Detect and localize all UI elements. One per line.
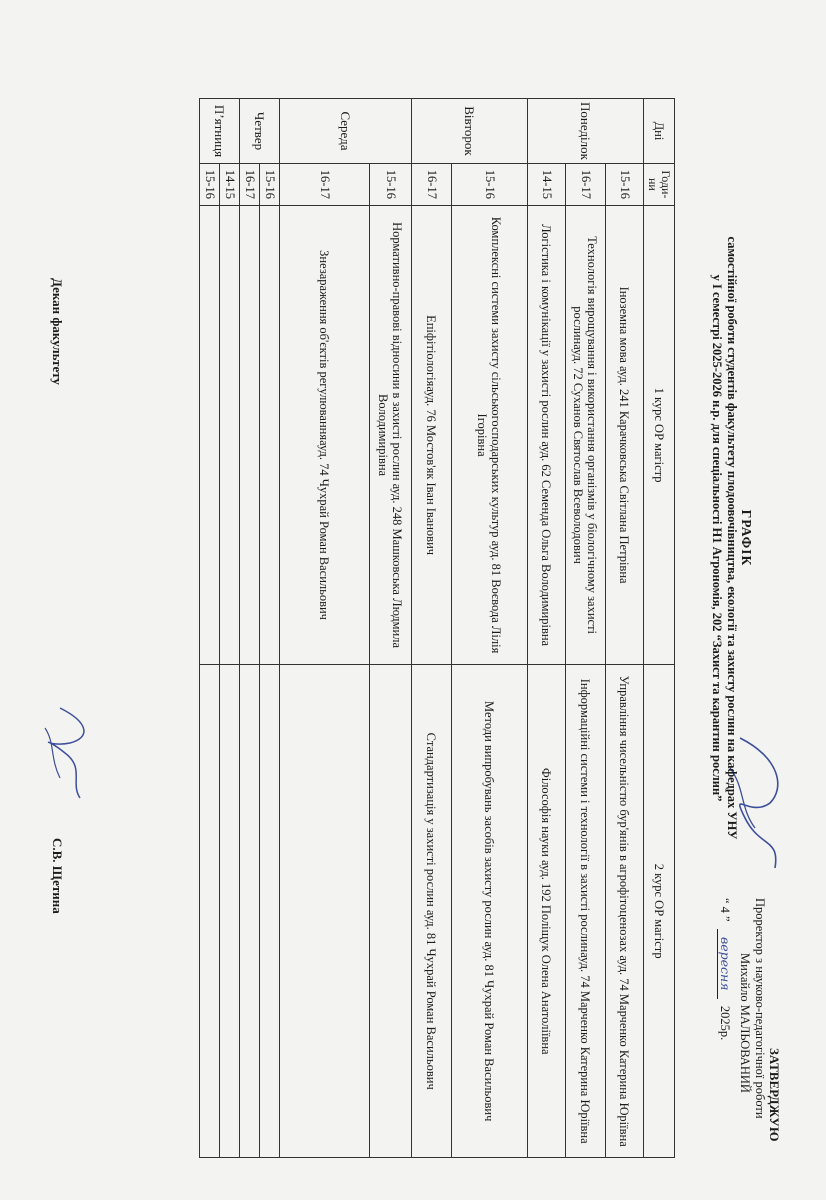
course-cell (260, 205, 280, 665)
time-cell: 14-15 (220, 163, 240, 205)
approval-title: ЗАТВЕРДЖУЮ (767, 1048, 782, 1142)
day-monday: Понеділок (528, 99, 644, 164)
table-row (200, 99, 220, 1158)
table-row (528, 99, 566, 1158)
time-cell: 16-17 (566, 163, 606, 205)
table-row (260, 99, 280, 1158)
header-year2: 2 курс ОР магістр (644, 665, 675, 1158)
approval-date-month: вересня (717, 929, 733, 999)
header-year1: 1 курс ОР магістр (644, 205, 675, 665)
time-cell: 16-17 (412, 163, 452, 205)
course-cell: Інформаційні системи і технології в захисті рослинауд. 74 Марченко Катерина Юріївна (566, 665, 606, 1158)
document-subtitle-2: у І семестрі 2025-2026 н.р. для спеціальності Н1 Агрономія, 202 “Захист та карантин рослин” (710, 274, 724, 802)
schedule-table (199, 98, 675, 1158)
day-wednesday: Середа (280, 99, 412, 164)
course-cell (280, 665, 370, 1158)
document-title: ГРАФІК (739, 509, 754, 567)
course-cell: Логістика і комунікації у захисті рослин ауд. 62 Семенда Ольга Володимирівна (528, 205, 566, 665)
course-cell (240, 205, 260, 665)
course-cell (200, 665, 220, 1158)
course-cell: Нормативно-правові відносини в захисті рослин ауд. 248 Машковська Людмила Володимирівна (370, 205, 412, 665)
approval-position: Проректор з науково-педагогічної роботи (753, 898, 767, 1119)
course-cell: Комплексні системи захисту сільськогосподарських культур ауд. 81 Воєвода Лілія Ігорівна (452, 205, 528, 665)
course-cell (200, 205, 220, 665)
day-thursday: Четвер (240, 99, 280, 164)
approval-name: Михайло МАЛЬОВАНИЙ (738, 953, 752, 1093)
time-cell: 15-16 (260, 163, 280, 205)
time-cell: 16-17 (240, 163, 260, 205)
table-row (566, 99, 606, 1158)
course-cell: Технологія вирощування і використання організмів у біологічному захисті рослинауд. 72 Суханов Святослав Всеволодович (566, 205, 606, 665)
header-days: Дні (644, 99, 675, 164)
approval-date-day: “ 4 ” (718, 898, 732, 922)
course-cell (240, 665, 260, 1158)
time-cell: 15-16 (452, 163, 528, 205)
dean-name: С.В. Щетина (50, 838, 65, 914)
course-cell (220, 665, 240, 1158)
course-cell: Управління чисельністю бур'янів в агрофітоценозах ауд. 74 Марченко Катерина Юріївна (606, 665, 644, 1158)
course-cell: Іноземна мова ауд. 241 Карачковська Світлана Петрівна (606, 205, 644, 665)
time-cell: 14-15 (528, 163, 566, 205)
time-cell: 15-16 (200, 163, 220, 205)
table-row (280, 99, 370, 1158)
document-subtitle-1: самостійної роботи студентів факультету плодоовочівництва, екології та захисту рослин на кафедрах УНУ (725, 236, 739, 840)
time-cell: 16-17 (280, 163, 370, 205)
day-friday: П’ятниця (200, 99, 240, 164)
table-row (370, 99, 412, 1158)
header-hours: Годи-ни (644, 163, 675, 205)
course-cell: Методи випробувань засобів захисту рослин ауд. 81 Чухрай Роман Васильович (452, 665, 528, 1158)
approval-block (717, 898, 782, 1142)
approval-date-year: 2025р. (718, 1005, 732, 1041)
table-header-row (644, 99, 675, 1158)
table-row (606, 99, 644, 1158)
table-row (452, 99, 528, 1158)
course-cell (370, 665, 412, 1158)
course-cell (260, 665, 280, 1158)
table-row (220, 99, 240, 1158)
approval-date (717, 898, 733, 1138)
course-cell: Знезараження об'єктів регулюванняауд. 74 Чухрай Роман Васильович (280, 205, 370, 665)
course-cell: Епіфітіологіяауд. 76 Мостов'як Іван Іванович (412, 205, 452, 665)
day-tuesday: Вівторок (412, 99, 528, 164)
time-cell: 15-16 (370, 163, 412, 205)
table-row (240, 99, 260, 1158)
time-cell: 15-16 (606, 163, 644, 205)
course-cell (220, 205, 240, 665)
dean-label: Декан факультету (50, 278, 65, 385)
table-row (412, 99, 452, 1158)
course-cell: Філософія науки ауд. 192 Поліщук Олена Анатоліївна (528, 665, 566, 1158)
rotated-sheet (30, 8, 800, 1158)
course-cell: Стандартизація у захисті рослин ауд. 81 Чухрай Роман Васильович (412, 665, 452, 1158)
dean-signature (30, 698, 100, 808)
document-header (709, 158, 754, 918)
